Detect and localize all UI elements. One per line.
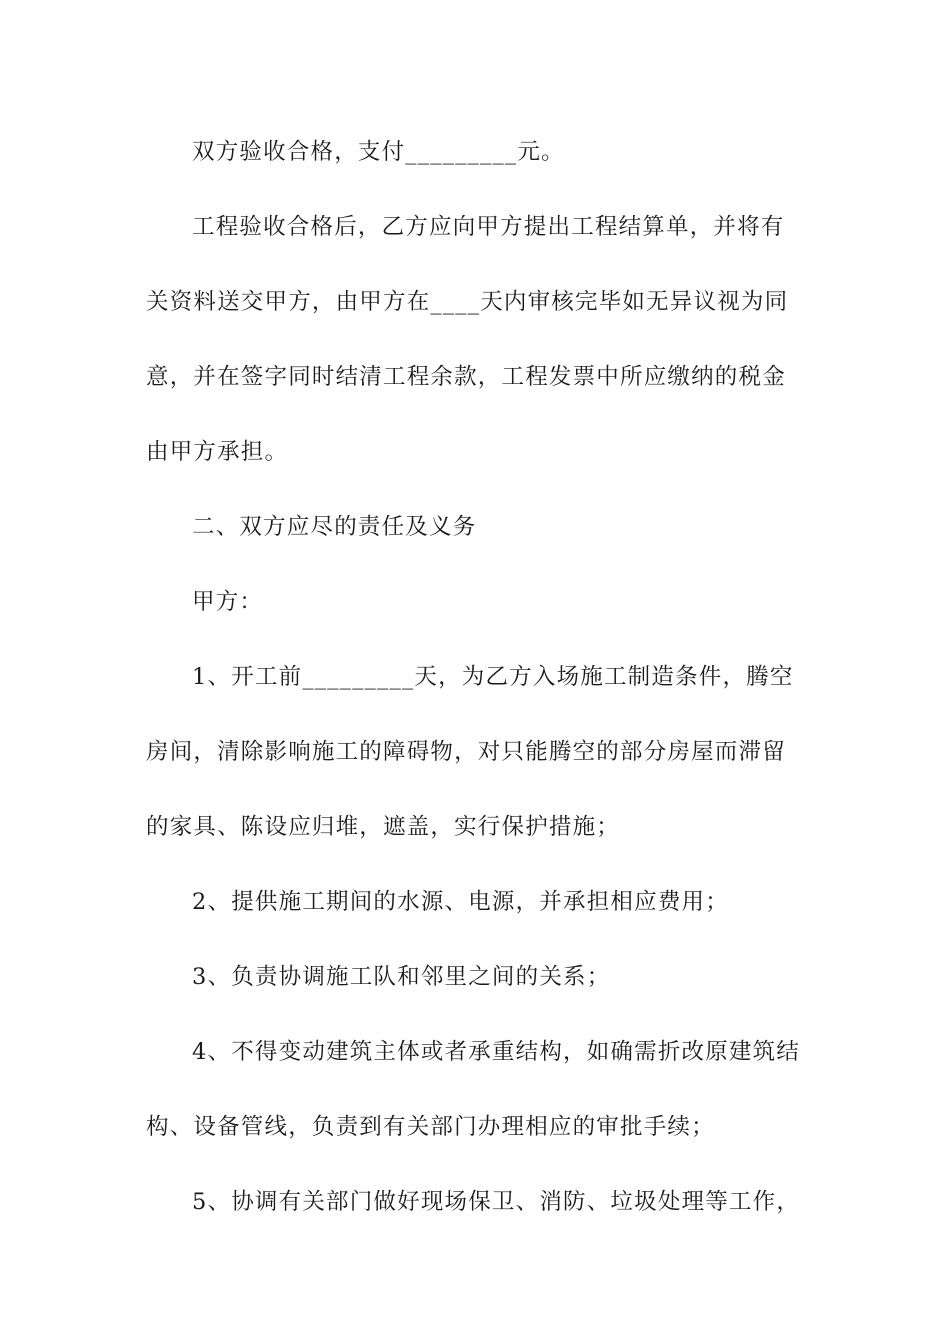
text-line: 5、协调有关部门做好现场保卫、消防、垃圾处理等工作， (192, 1189, 801, 1215)
text-line: 意，并在签字同时结清工程余款，工程发票中所应缴纳的税金 (146, 364, 786, 390)
text-line: 3、负责协调施工队和邻里之间的关系； (192, 964, 611, 990)
section-heading: 二、双方应尽的责任及义务 (192, 514, 477, 540)
text-line: 2、提供施工期间的水源、电源，并承担相应费用； (192, 889, 729, 915)
text-line: 构、设备管线，负责到有关部门办理相应的审批手续； (146, 1114, 715, 1140)
text-line: 双方验收合格，支付_________元。 (192, 139, 565, 165)
text-line: 房间，清除影响施工的障碍物，对只能腾空的部分房屋而滞留 (146, 739, 786, 765)
text-line: 关资料送交甲方，由甲方在____天内审核完毕如无异议视为同 (146, 289, 789, 315)
text-line: 1、开工前_________天，为乙方入场施工制造条件，腾空 (192, 664, 794, 690)
text-line: 的家具、陈设应归堆，遮盖，实行保护措施； (146, 814, 621, 840)
party-label: 甲方： (192, 589, 264, 615)
text-line: 工程验收合格后，乙方应向甲方提出工程结算单，并将有 (192, 214, 785, 240)
text-line: 由甲方承担。 (146, 439, 289, 465)
text-line: 4、不得变动建筑主体或者承重结构，如确需折改原建筑结 (192, 1039, 801, 1065)
